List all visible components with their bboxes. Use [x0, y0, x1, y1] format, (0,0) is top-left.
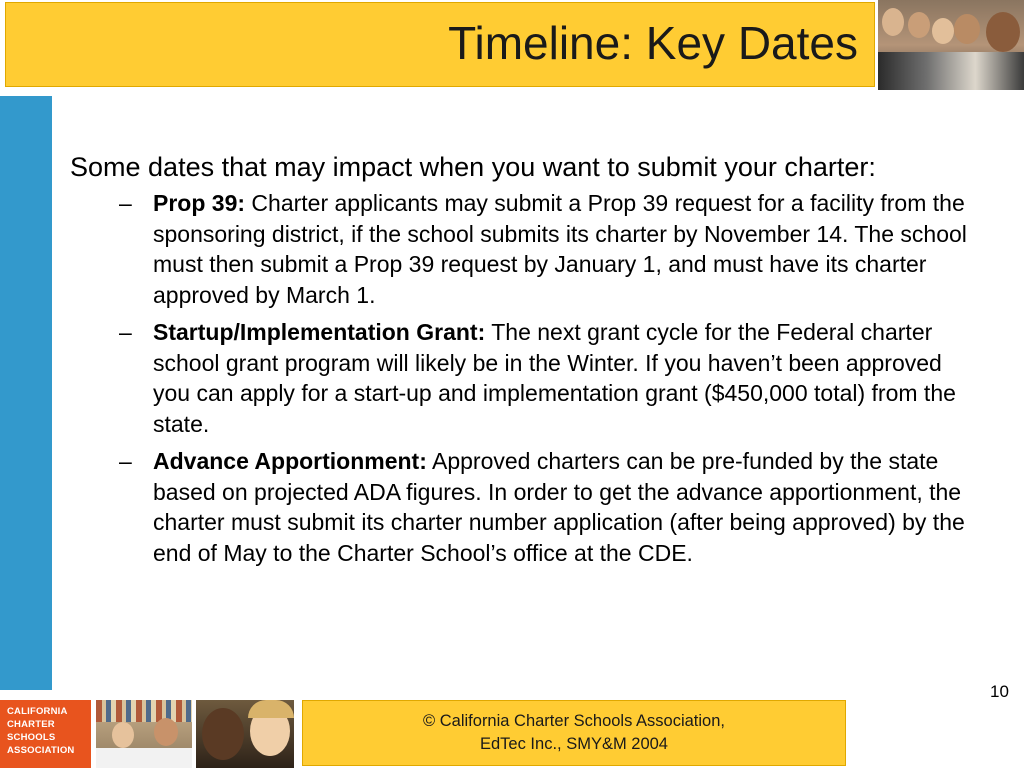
dash-bullet: –	[119, 319, 132, 345]
item-term: Startup/Implementation Grant:	[153, 319, 486, 345]
child-face	[932, 18, 954, 44]
copyright-box	[302, 700, 846, 766]
students-photo	[96, 700, 192, 768]
side-accent-bar	[0, 96, 52, 690]
list-item-prop39	[116, 188, 981, 310]
logo-text: SCHOOLS	[7, 732, 56, 743]
item-text: Charter applicants may submit a Prop 39 request for a facility from the sponsoring district, if the school submits its charter by November 14. The school must then submit a Prop 39 request by January 1, and must have its charter approved by March 1.	[153, 190, 967, 308]
child-face	[986, 12, 1020, 52]
dash-bullet: –	[119, 190, 132, 216]
child-face	[112, 722, 134, 748]
slide-body	[70, 150, 990, 575]
children-clothing	[878, 52, 1024, 90]
logo-text: CHARTER	[7, 719, 55, 730]
copyright-line: EdTec Inc., SMY&M 2004	[479, 735, 668, 753]
item-text: Approved charters can be pre-funded by the state based on projected ADA figures. In order to get the advance apportionment, the charter must submit its charter number application (after being approved) by the end of May to the Charter School’s office at the CDE.	[153, 448, 965, 566]
key-dates-list	[116, 188, 981, 568]
ccsa-logo	[0, 700, 91, 768]
list-item-advance-apportionment	[116, 446, 981, 568]
child-face	[954, 14, 980, 44]
intro-text: Some dates that may impact when you want to submit your charter:	[70, 152, 876, 182]
children-photo-bottom	[196, 700, 294, 768]
child-face	[154, 718, 178, 746]
dash-bullet: –	[119, 448, 132, 474]
child-hair	[248, 700, 294, 718]
title-bar	[5, 2, 875, 87]
logo-text: CALIFORNIA	[7, 706, 68, 717]
logo-text: ASSOCIATION	[7, 745, 75, 756]
child-face	[202, 708, 244, 760]
page-number: 10	[990, 682, 1009, 701]
children-photo-top	[878, 0, 1024, 90]
desk	[96, 748, 192, 768]
child-face	[882, 8, 904, 36]
bookshelf	[96, 700, 192, 722]
slide-title: Timeline: Key Dates	[448, 17, 858, 69]
child-face	[908, 12, 930, 38]
item-text: The next grant cycle for the Federal charter school grant program will likely be in the Winter. If you haven’t been approved you can apply for a start-up and implementation grant ($450,000 total) from the state.	[153, 319, 956, 437]
copyright-line: © California Charter Schools Association,	[423, 712, 725, 730]
item-term: Prop 39:	[153, 190, 246, 216]
list-item-startup-grant	[116, 317, 981, 439]
item-term: Advance Apportionment:	[153, 448, 427, 474]
